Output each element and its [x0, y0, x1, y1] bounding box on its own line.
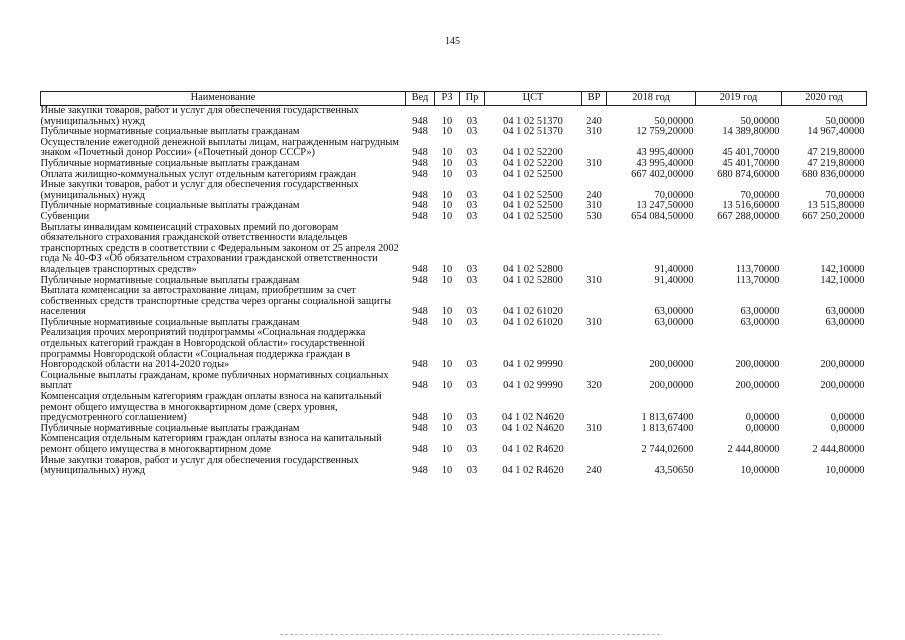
- budget-table: [40, 91, 867, 477]
- row-2019: 14 389,80000: [722, 126, 780, 138]
- row-2019: 200,00000: [735, 380, 780, 392]
- row-pr: 03: [466, 189, 478, 201]
- row-vr: [582, 328, 607, 370]
- row-pr: 03: [466, 422, 478, 434]
- row-cst: 04 1 02 52800: [503, 263, 563, 275]
- header-pr: Пр: [460, 92, 485, 106]
- row-2019: 45 401,70000: [722, 157, 780, 169]
- row-2020: 2 444,80000: [812, 444, 865, 455]
- row-pr: 03: [466, 168, 478, 180]
- row-2019: 10,00000: [740, 465, 780, 477]
- row-rz: 10: [441, 316, 453, 328]
- row-2020: 0,00000: [830, 412, 865, 424]
- row-name: Иные закупки товаров, работ и услуг для обеспечения государственных (муниципальных) нужд: [40, 179, 359, 201]
- row-vr: [582, 392, 607, 424]
- row-pr: 03: [466, 444, 478, 455]
- table-row: [41, 456, 867, 477]
- row-cst: 04 1 02 52200: [503, 157, 563, 169]
- row-ved: 948: [412, 168, 428, 180]
- row-2019: 50,00000: [740, 115, 780, 127]
- row-pr: 03: [466, 359, 478, 371]
- row-cst: 04 1 02 99990: [503, 359, 563, 371]
- row-rz: 10: [441, 189, 453, 201]
- row-vr: 310: [586, 157, 602, 169]
- row-vr: 530: [586, 210, 602, 222]
- row-pr: 03: [466, 316, 478, 328]
- row-cst: 04 1 02 61020: [503, 306, 563, 318]
- row-2020: 10,00000: [825, 465, 865, 477]
- row-name: Публичные нормативные социальные выплаты гражданам: [40, 316, 300, 328]
- row-pr: 03: [466, 274, 478, 286]
- page-bottom-edge: [280, 634, 660, 638]
- row-ved: 948: [412, 306, 428, 318]
- row-name: Публичные нормативные социальные выплаты гражданам: [40, 274, 300, 286]
- table-row: [41, 180, 867, 201]
- row-ved: 948: [412, 422, 428, 434]
- row-rz: 10: [441, 147, 453, 159]
- row-2018: 12 759,20000: [636, 126, 694, 138]
- row-pr: 03: [466, 200, 478, 212]
- row-2020: 200,00000: [820, 380, 865, 392]
- header-name: Наименование: [41, 92, 406, 106]
- row-cst: 04 1 02 N4620: [501, 422, 565, 434]
- row-pr: 03: [466, 126, 478, 138]
- row-ved: 948: [412, 126, 428, 138]
- row-rz: 10: [441, 115, 453, 127]
- row-pr: 03: [466, 115, 478, 127]
- row-rz: 10: [441, 274, 453, 286]
- row-name: Выплаты инвалидам компенсаций страховых премий по договорам обязательного страхования гражданской ответственности владельцев транспортных средств в соответствии с Федеральным законом от 25 апреля 2002 года № 40-ФЗ «Об обязательном страховании гражданской ответственности владельцев транспортных средств»: [40, 221, 399, 275]
- row-pr: 03: [466, 210, 478, 222]
- row-2018: 200,00000: [649, 380, 694, 392]
- row-name: Оплата жилищно-коммунальных услуг отдельным категориям граждан: [40, 168, 357, 180]
- table-row: [41, 212, 867, 223]
- row-name: Публичные нормативные социальные выплаты гражданам: [40, 126, 300, 138]
- row-name: Осуществление ежегодной денежной выплаты лицам, награжденным нагрудным знаком «Почетный донор России» («Почетный донор СССР»): [40, 136, 399, 159]
- table-row: [41, 106, 867, 128]
- row-2018: 667 402,00000: [631, 168, 694, 180]
- row-pr: 03: [466, 412, 478, 424]
- row-vr: 310: [586, 200, 602, 212]
- row-name: Выплата компенсации за автострахование лицам, приобретшим за счет собственных средств транспортные средства через органы социальной защиты населения: [40, 285, 391, 318]
- header-2020: 2020 год: [782, 92, 867, 106]
- row-2018: 91,40000: [654, 263, 694, 275]
- row-vr: [582, 138, 607, 159]
- row-2018: 2 744,02600: [641, 444, 694, 455]
- row-name: Субвенции: [40, 210, 90, 222]
- row-vr: 240: [586, 115, 602, 127]
- row-2020: 14 967,40000: [807, 126, 865, 138]
- row-cst: 04 1 02 N4620: [501, 412, 565, 424]
- page-number: 145: [445, 36, 460, 47]
- row-cst: 04 1 02 52500: [503, 200, 563, 212]
- row-vr: [582, 286, 607, 318]
- row-rz: 10: [441, 168, 453, 180]
- table-row: [41, 371, 867, 392]
- row-vr: 310: [586, 126, 602, 138]
- row-cst: 04 1 02 99990: [503, 380, 563, 392]
- row-rz: 10: [441, 306, 453, 318]
- row-rz: 10: [441, 412, 453, 424]
- header-vr: ВР: [582, 92, 607, 106]
- row-rz: 10: [441, 263, 453, 275]
- row-2018: 43,50650: [654, 465, 694, 477]
- table-row: [41, 328, 867, 370]
- table-row: [41, 286, 867, 318]
- row-2018: 654 084,50000: [631, 210, 694, 222]
- table-body: [41, 106, 867, 477]
- row-2018: 1 813,67400: [641, 422, 694, 434]
- row-cst: 04 1 02 52200: [503, 147, 563, 159]
- row-rz: 10: [441, 465, 453, 477]
- row-rz: 10: [441, 126, 453, 138]
- row-2020: 50,00000: [825, 115, 865, 127]
- row-ved: 948: [412, 147, 428, 159]
- row-rz: 10: [441, 210, 453, 222]
- row-ved: 948: [412, 200, 428, 212]
- row-2018: 50,00000: [654, 115, 694, 127]
- row-2019: 0,00000: [745, 412, 780, 424]
- row-2019: 13 516,60000: [722, 200, 780, 212]
- row-vr: [582, 223, 607, 276]
- row-2019: 667 288,00000: [717, 210, 780, 222]
- row-name: Публичные нормативные социальные выплаты гражданам: [40, 157, 300, 169]
- row-pr: 03: [466, 380, 478, 392]
- row-name: Публичные нормативные социальные выплаты гражданам: [40, 422, 300, 434]
- row-2020: 13 515,80000: [807, 200, 865, 212]
- row-2019: 2 444,80000: [727, 444, 780, 455]
- row-vr: 240: [586, 189, 602, 201]
- row-name: Иные закупки товаров, работ и услуг для обеспечения государственных (муниципальных) нужд: [40, 454, 359, 477]
- row-pr: 03: [466, 465, 478, 477]
- row-2019: 63,00000: [740, 306, 780, 318]
- row-2018: 200,00000: [649, 359, 694, 371]
- table-row: [41, 138, 867, 159]
- row-ved: 948: [412, 210, 428, 222]
- row-name: Социальные выплаты гражданам, кроме публичных нормативных социальных выплат: [40, 369, 389, 392]
- row-2019: 113,70000: [735, 263, 780, 275]
- row-ved: 948: [412, 465, 428, 477]
- row-ved: 948: [412, 444, 428, 455]
- row-cst: 04 1 02 R4620: [502, 444, 564, 455]
- table-row: [41, 159, 867, 170]
- header-2019: 2019 год: [696, 92, 782, 106]
- row-name: Публичные нормативные социальные выплаты гражданам: [40, 200, 300, 212]
- row-ved: 948: [412, 380, 428, 392]
- row-cst: 04 1 02 52500: [503, 189, 563, 201]
- row-ved: 948: [412, 412, 428, 424]
- row-ved: 948: [412, 115, 428, 127]
- row-2018: 43 995,40000: [636, 147, 694, 159]
- row-ved: 948: [412, 274, 428, 286]
- row-pr: 03: [466, 306, 478, 318]
- header-ved: Вед: [406, 92, 435, 106]
- row-2020: 680 836,00000: [802, 168, 865, 180]
- table-row: [41, 223, 867, 276]
- row-2020: 142,10000: [820, 263, 865, 275]
- row-2020: 70,00000: [825, 189, 865, 201]
- table-row: [41, 434, 867, 455]
- row-rz: 10: [441, 444, 453, 455]
- row-vr: 310: [586, 274, 602, 286]
- row-2020: 142,10000: [820, 274, 865, 286]
- row-cst: 04 1 02 52500: [503, 168, 563, 180]
- header-2018: 2018 год: [607, 92, 696, 106]
- table-row: [41, 392, 867, 424]
- row-rz: 10: [441, 380, 453, 392]
- row-2019: 113,70000: [735, 274, 780, 286]
- row-vr: [582, 170, 607, 181]
- row-vr: 240: [586, 465, 602, 477]
- row-name: Компенсация отдельным категориям граждан оплаты взноса на капитальный ремонт общего имущества в многоквартирном доме (сверх уровня, предусмотренного соглашением): [40, 391, 382, 424]
- row-2020: 0,00000: [830, 422, 865, 434]
- row-rz: 10: [441, 422, 453, 434]
- row-vr: 310: [586, 316, 602, 328]
- row-cst: 04 1 02 51370: [503, 126, 563, 138]
- row-rz: 10: [441, 359, 453, 371]
- header-rz: РЗ: [435, 92, 460, 106]
- row-pr: 03: [466, 147, 478, 159]
- row-vr: 320: [586, 380, 602, 392]
- row-2018: 13 247,50000: [636, 200, 694, 212]
- row-ved: 948: [412, 263, 428, 275]
- row-ved: 948: [412, 157, 428, 169]
- row-name: Реализация прочих мероприятий подпрограммы «Социальная поддержка отдельных категорий граждан в Новгородской области» государственной программы Новгородской области «Социальная поддержка граждан в Новгородской области на 2014-2020 годы»: [40, 327, 366, 371]
- row-cst: 04 1 02 61020: [503, 316, 563, 328]
- row-name: Компенсация отдельным категориям граждан оплаты взноса на капитальный ремонт общего имущества в многоквартирном доме: [40, 433, 382, 455]
- row-ved: 948: [412, 316, 428, 328]
- row-2019: 63,00000: [740, 316, 780, 328]
- row-rz: 10: [441, 200, 453, 212]
- row-vr: [582, 434, 607, 455]
- row-2018: 63,00000: [654, 306, 694, 318]
- row-cst: 04 1 02 52800: [503, 274, 563, 286]
- table-header-row: [41, 92, 867, 106]
- row-ved: 948: [412, 189, 428, 201]
- row-2018: 43 995,40000: [636, 157, 694, 169]
- row-name: Иные закупки товаров, работ и услуг для обеспечения государственных (муниципальных) нужд: [40, 105, 359, 127]
- row-cst: 04 1 02 R4620: [502, 465, 564, 477]
- row-cst: 04 1 02 51370: [503, 115, 563, 127]
- row-2020: 63,00000: [825, 306, 865, 318]
- row-2019: 200,00000: [735, 359, 780, 371]
- row-2019: 0,00000: [745, 422, 780, 434]
- row-rz: 10: [441, 157, 453, 169]
- row-2020: 47 219,80000: [807, 147, 865, 159]
- row-2019: 45 401,70000: [722, 147, 780, 159]
- header-cst: ЦСТ: [485, 92, 582, 106]
- row-2020: 200,00000: [820, 359, 865, 371]
- row-vr: 310: [586, 422, 602, 434]
- row-pr: 03: [466, 157, 478, 169]
- row-ved: 948: [412, 359, 428, 371]
- row-2019: 70,00000: [740, 189, 780, 201]
- row-2019: 680 874,60000: [717, 168, 780, 180]
- row-2018: 91,40000: [654, 274, 694, 286]
- row-2020: 63,00000: [825, 316, 865, 328]
- row-2020: 667 250,20000: [802, 210, 865, 222]
- row-cst: 04 1 02 52500: [503, 210, 563, 222]
- row-2020: 47 219,80000: [807, 157, 865, 169]
- row-2018: 70,00000: [654, 189, 694, 201]
- row-2018: 63,00000: [654, 316, 694, 328]
- row-pr: 03: [466, 263, 478, 275]
- row-2018: 1 813,67400: [641, 412, 694, 424]
